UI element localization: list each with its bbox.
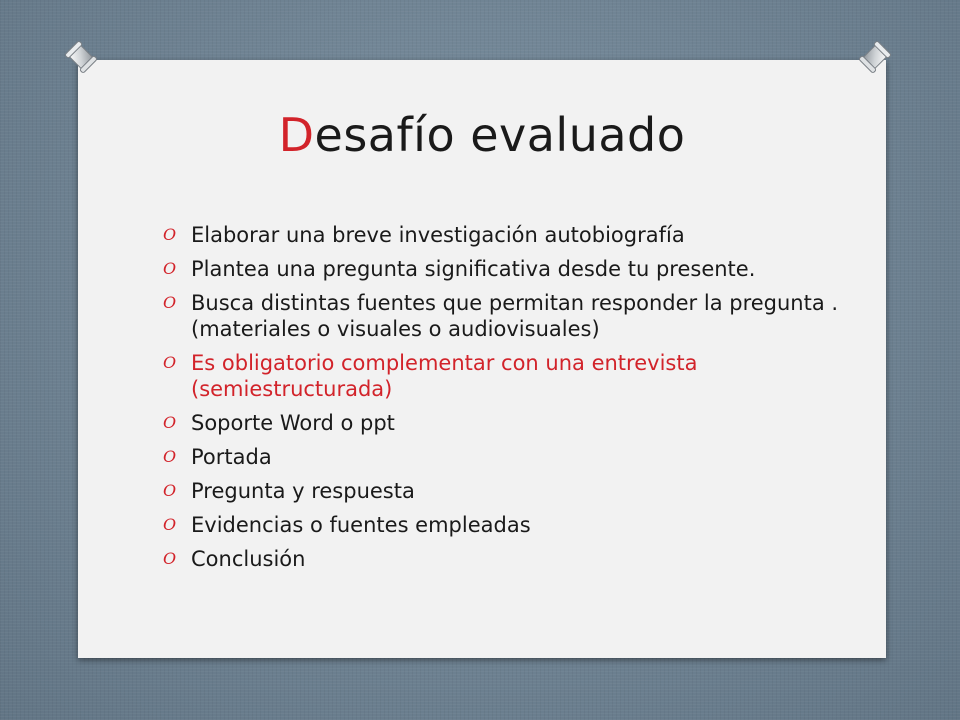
title-first-letter: D: [278, 108, 315, 162]
list-item-text: Elaborar una breve investigación autobiografía: [191, 223, 685, 247]
slide-paper: [78, 60, 886, 658]
list-item-text: Pregunta y respuesta: [191, 479, 415, 503]
list-item: [163, 410, 863, 436]
list-item: [163, 546, 863, 572]
list-item: [163, 444, 863, 470]
list-item: [163, 512, 863, 538]
bullet-marker: O: [163, 225, 177, 244]
list-item: [163, 222, 863, 248]
slide-title: [78, 108, 886, 162]
bullet-marker: O: [163, 293, 177, 312]
bullet-list: [163, 222, 863, 580]
list-item-text: Plantea una pregunta significativa desde tu presente.: [191, 257, 756, 281]
list-item-text: Conclusión: [191, 547, 306, 571]
list-item: [163, 290, 863, 342]
bullet-marker: O: [163, 259, 177, 278]
title-rest: esafío evaluado: [314, 108, 686, 162]
bullet-marker: O: [163, 481, 177, 500]
bullet-marker: O: [163, 447, 177, 466]
list-item-text: Soporte Word o ppt: [191, 411, 395, 435]
thumbtack-icon: [858, 40, 892, 74]
thumbtack-icon: [64, 40, 98, 74]
list-item: [163, 478, 863, 504]
bullet-marker: O: [163, 353, 177, 372]
list-item: [163, 256, 863, 282]
bullet-marker: O: [163, 549, 177, 568]
bullet-marker: O: [163, 413, 177, 432]
list-item-text: Evidencias o fuentes empleadas: [191, 513, 531, 537]
list-item-text: Portada: [191, 445, 272, 469]
list-item-text: Busca distintas fuentes que permitan responder la pregunta . (materiales o visuales o audiovisuales): [191, 291, 839, 341]
bullet-marker: O: [163, 515, 177, 534]
list-item-highlighted: [163, 350, 863, 402]
list-item-text: Es obligatorio complementar con una entrevista (semiestructurada): [191, 351, 698, 401]
